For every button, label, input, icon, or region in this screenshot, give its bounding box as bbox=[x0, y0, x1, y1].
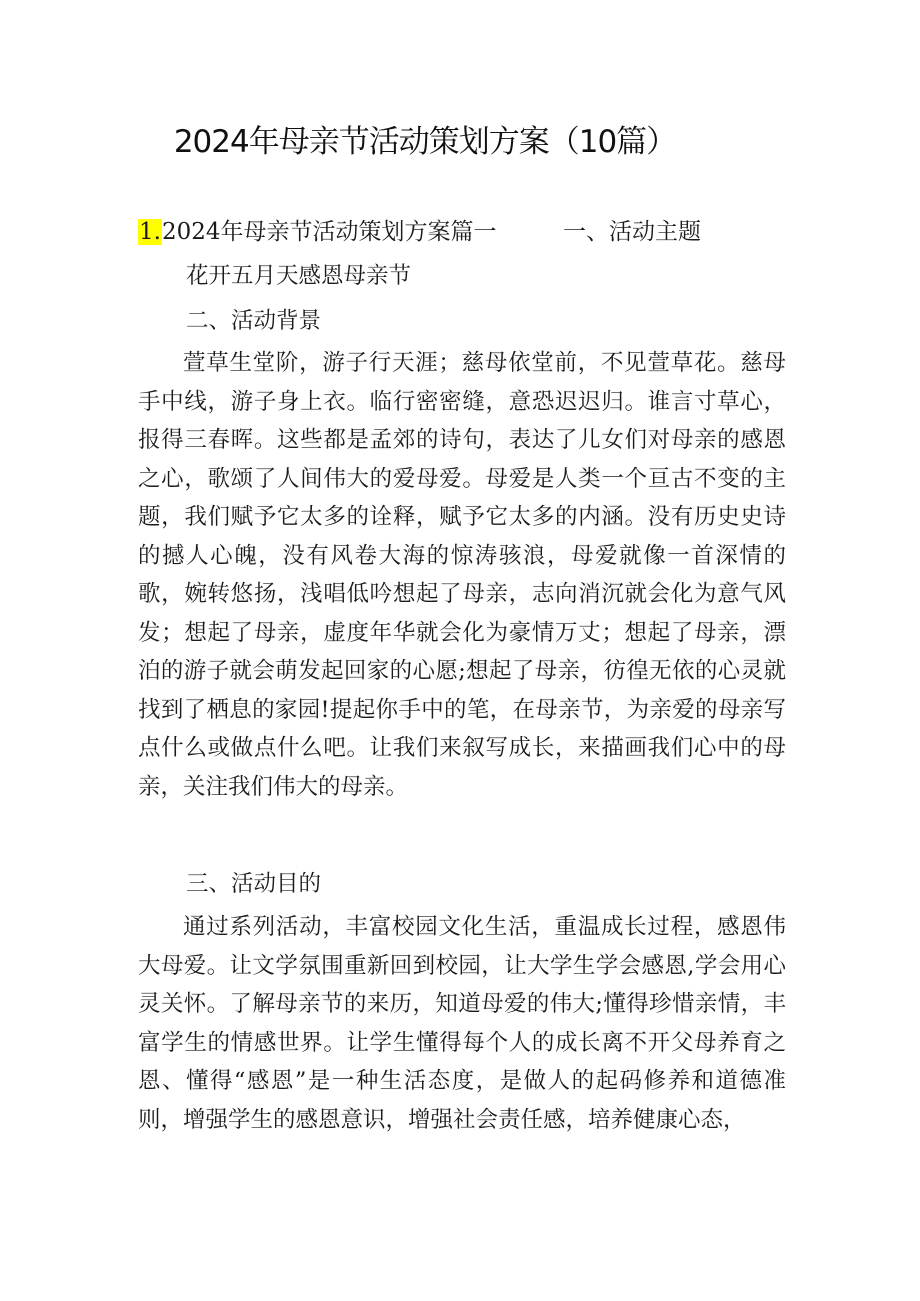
section-title: 2024年母亲节活动策划方案篇一 bbox=[161, 219, 497, 245]
section-heading-line bbox=[138, 215, 788, 249]
document-title: 2024年母亲节活动策划方案（10篇） bbox=[173, 124, 677, 160]
heading-activity-purpose: 三、活动目的 bbox=[186, 871, 322, 897]
theme-text: 花开五月天感恩母亲节 bbox=[186, 263, 412, 289]
heading-activity-background: 二、活动背景 bbox=[186, 308, 322, 334]
purpose-paragraph: 通过系列活动，丰富校园文化生活，重温成长过程，感恩伟大母爱。让文学氛围重新回到校园，让大学生学会感恩,学会用心灵关怀。了解母亲节的来历，知道母爱的伟大;懂得珍惜亲情，丰富学生的情感世界。让学生懂得每个人的成长离不开父母养育之恩、懂得“感恩”是一种生活态度，是做人的起码修养和道德准则，增强学生的感恩意识，增强社会责任感，培养健康心态， bbox=[138, 914, 786, 1133]
background-paragraph-block bbox=[138, 344, 786, 806]
section-number-highlighted: 1. bbox=[139, 219, 161, 245]
background-paragraph: 萱草生堂阶，游子行天涯；慈母依堂前，不见萱草花。慈母手中线，游子身上衣。临行密密缝，意恐迟迟归。谁言寸草心，报得三春晖。这些都是孟郊的诗句，表达了儿女们对母亲的感恩之心，歌颂了人间伟大的爱母爱。母爱是人类一个亘古不变的主题，我们赋予它太多的诠释，赋予它太多的内涵。没有历史史诗的撼人心魄，没有风卷大海的惊涛骇浪，母爱就像一首深情的歌，婉转悠扬，浅唱低吟想起了母亲，志向消沉就会化为意气风发；想起了母亲，虚度年华就会化为豪情万丈；想起了母亲，漂泊的游子就会萌发起回家的心愿;想起了母亲，彷徨无依的心灵就找到了栖息的家园!提起你手中的笔，在母亲节，为亲爱的母亲写点什么或做点什么吧。让我们来叙写成长，来描画我们心中的母亲，关注我们伟大的母亲。 bbox=[138, 350, 786, 800]
heading-activity-theme: 一、活动主题 bbox=[563, 219, 701, 245]
purpose-paragraph-block bbox=[138, 908, 786, 1139]
